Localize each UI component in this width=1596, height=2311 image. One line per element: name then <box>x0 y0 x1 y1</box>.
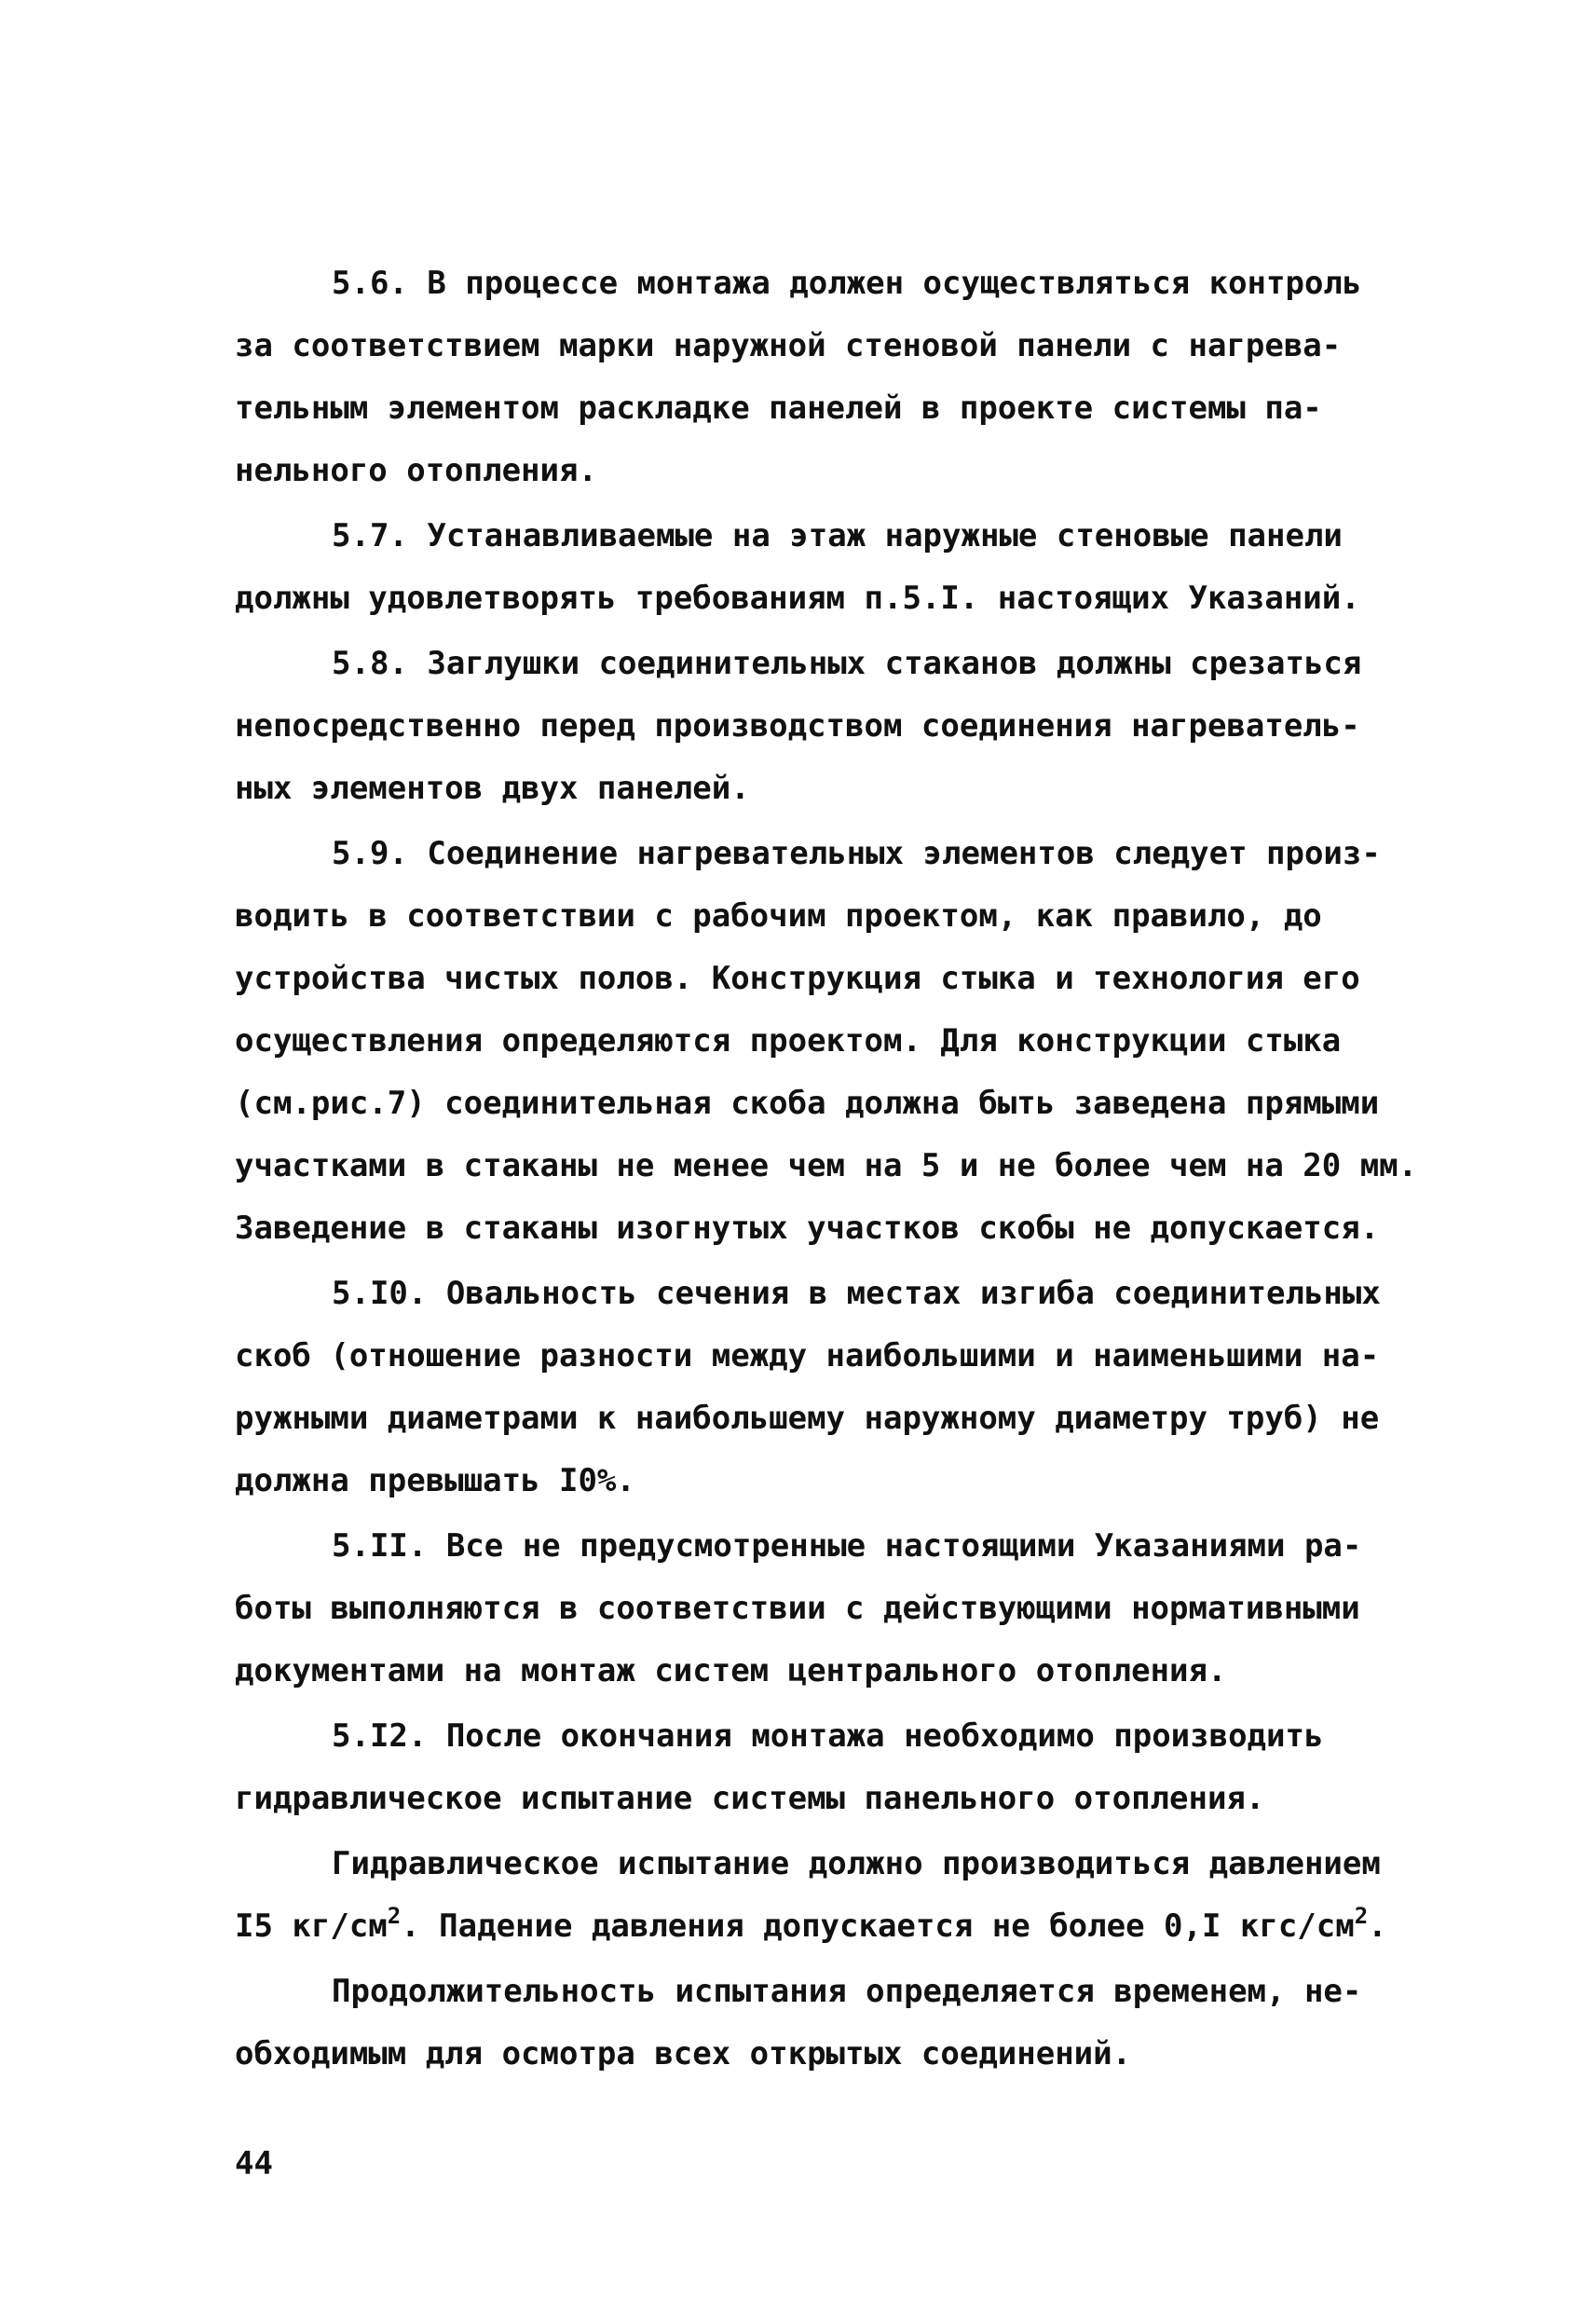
text-line: (см.рис.7) соединительная скоба должна быть заведена прямыми <box>235 1085 1380 1122</box>
text-line: 5.7. Устанавливаемые на этаж наружные стеновые панели <box>332 517 1343 554</box>
text-line: 5.I2. После окончания монтажа необходимо производить <box>332 1717 1324 1755</box>
text-line: Заведение в стаканы изогнутых участков скобы не допускается. <box>235 1210 1380 1247</box>
superscript: 2 <box>387 1903 402 1929</box>
superscript: 2 <box>1354 1903 1369 1929</box>
text-line: скоб (отношение разности между наибольшими и наименьшими на- <box>235 1337 1380 1374</box>
text-line: за соответствием марки наружной стеновой панели с нагрева- <box>235 327 1342 364</box>
text-line: 5.9. Соединение нагревательных элементов следует произ- <box>332 835 1381 872</box>
text-line: должны удовлетворять требованиям п.5.I. настоящих Указаний. <box>235 580 1360 617</box>
text-segment: . Падение давления допускается не более 0,I кгс/см <box>401 1908 1355 1945</box>
text-segment: I5 кг/см <box>235 1908 388 1945</box>
text-line: обходимым для осмотра всех открытых соединений. <box>235 2035 1132 2072</box>
text-line: Гидравлическое испытание должно производиться давлением <box>332 1845 1381 1882</box>
text-line: должна превышать I0%. <box>235 1462 635 1499</box>
text-line: 5.6. В процессе монтажа должен осуществляться контроль <box>332 265 1362 302</box>
text-line: ружными диаметрами к наибольшему наружному диаметру труб) не <box>235 1400 1380 1437</box>
text-line: Продолжительность испытания определяется временем, не- <box>332 1973 1362 2010</box>
text-line-with-superscripts <box>235 1903 1390 1947</box>
text-line: нельного отопления. <box>235 452 597 489</box>
text-line: водить в соответствии с рабочим проектом, как правило, до <box>235 897 1322 935</box>
text-line: документами на монтаж систем центрального отопления. <box>235 1652 1227 1689</box>
text-line: тельным элементом раскладке панелей в проекте системы па- <box>235 390 1322 427</box>
text-line: участками в стаканы не менее чем на 5 и не более чем на 20 мм. <box>235 1147 1418 1184</box>
text-line: гидравлическое испытание системы панельного отопления. <box>235 1780 1265 1817</box>
text-segment: . <box>1368 1908 1387 1945</box>
text-line: 5.II. Все не предусмотренные настоящими Указаниями ра- <box>332 1527 1362 1565</box>
page-number: 44 <box>235 2145 273 2182</box>
text-line: осуществления определяются проектом. Для конструкции стыка <box>235 1022 1342 1060</box>
text-line: 5.I0. Овальность сечения в местах изгиба соединительных <box>332 1275 1381 1312</box>
text-line: ных элементов двух панелей. <box>235 770 750 807</box>
text-line: боты выполняются в соответствии с действующими нормативными <box>235 1590 1360 1627</box>
text-line: 5.8. Заглушки соединительных стаканов должны срезаться <box>332 645 1362 682</box>
text-line: непосредственно перед производством соединения нагреватель- <box>235 707 1360 745</box>
text-line: устройства чистых полов. Конструкция стыка и технология его <box>235 960 1360 997</box>
